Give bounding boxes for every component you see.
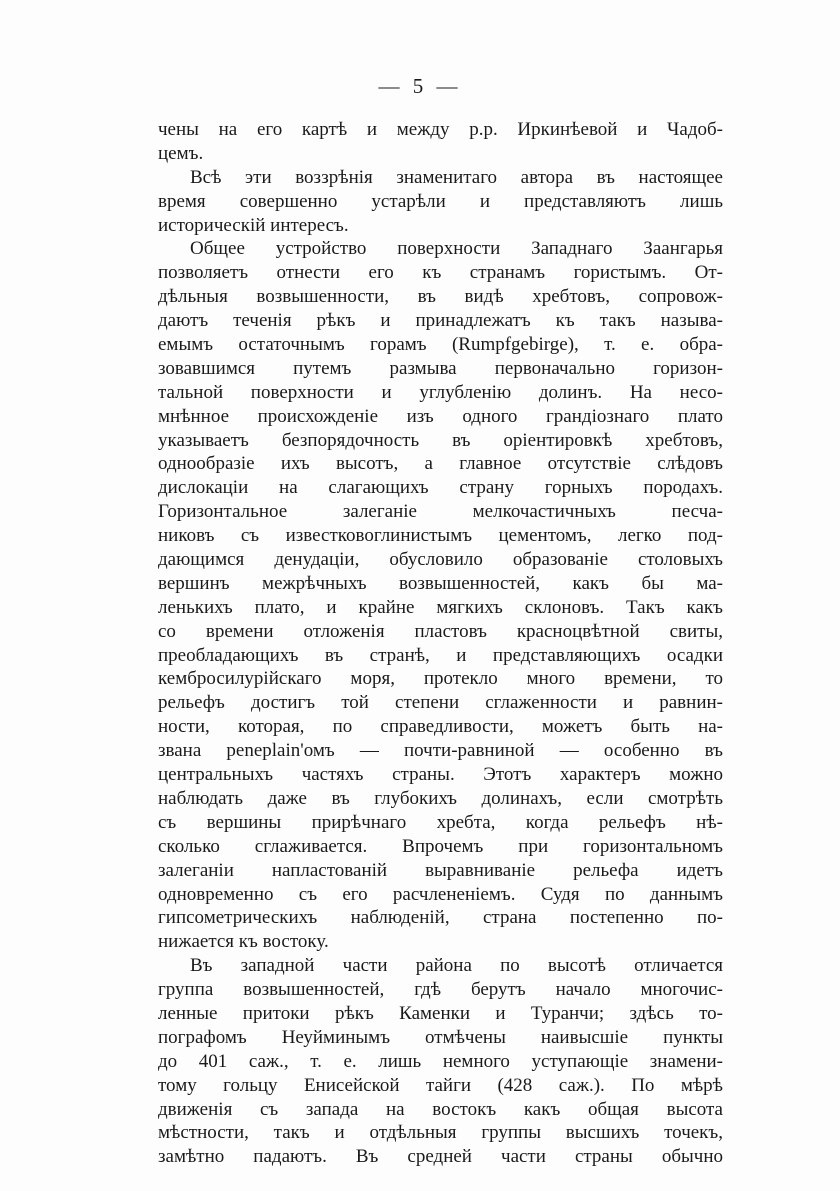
text-line: дающимся денудаціи, обусловило образованіе столовыхъ bbox=[158, 549, 723, 571]
paragraph-continuation bbox=[158, 118, 723, 166]
paragraph-relief bbox=[158, 237, 723, 954]
text-line: ности, которая, по справедливости, можетъ быть на- bbox=[158, 716, 723, 738]
text-line: кембросилурійскаго моря, протекло много времени, то bbox=[158, 668, 723, 690]
text-line: указываетъ безпорядочность въ оріентировкѣ хребтовъ, bbox=[158, 429, 723, 451]
text-line: преобладающихъ въ странѣ, и представляющихъ осадки bbox=[158, 644, 723, 666]
text-line: ленные притоки рѣкъ Каменки и Туранчи; здѣсь то- bbox=[158, 1002, 723, 1024]
text-line: замѣтно падаютъ. Въ средней части страны обычно bbox=[158, 1146, 723, 1168]
text-line: позволяетъ отнести его къ странамъ гористымъ. От- bbox=[158, 262, 723, 284]
text-line: цемъ. bbox=[158, 142, 204, 164]
text-line: пографомъ Неуйминымъ отмѣчены наивысшіе пункты bbox=[158, 1026, 723, 1048]
text-line: звана peneplain'омъ — почти-равниной — особенно въ bbox=[158, 740, 723, 762]
text-line: дислокаціи на слагающихъ страну горныхъ породахъ. bbox=[158, 477, 723, 499]
text-line: гипсометрическихъ наблюденій, страна постепенно по- bbox=[158, 907, 723, 929]
text-line: Горизонтальное залеганіе мелкочастичныхъ песча- bbox=[158, 501, 723, 523]
text-line: до 401 саж., т. е. лишь немного уступающіе знамени- bbox=[158, 1050, 723, 1072]
text-line: съ вершины прирѣчнаго хребта, когда рельефъ нѣ- bbox=[158, 811, 723, 833]
text-line: ленькихъ плато, и крайне мягкихъ склоновъ. Такъ какъ bbox=[158, 596, 723, 618]
text-line: рельефъ достигъ той степени сглаженности и равнин- bbox=[158, 692, 723, 714]
text-line: нижается къ востоку. bbox=[158, 931, 329, 953]
text-line: дѣльныя возвышенности, въ видѣ хребтовъ, сопровож- bbox=[158, 286, 723, 308]
text-line: тальной поверхности и углубленію долинъ. На несо- bbox=[158, 381, 723, 403]
text-line: группа возвышенностей, гдѣ берутъ начало многочис- bbox=[158, 979, 723, 1001]
page-number: — 5 — bbox=[378, 74, 462, 98]
text-line: сколько сглаживается. Впрочемъ при горизонтальномъ bbox=[158, 835, 723, 857]
text-line: никовъ съ известковоглинистымъ цементомъ, легко под- bbox=[158, 525, 723, 547]
text-line: мнѣнное происхожденіе изъ одного грандіознаго плато bbox=[158, 405, 723, 427]
text-line: вершинъ межрѣчныхъ возвышенностей, какъ бы ма- bbox=[158, 572, 723, 594]
text-line: Общее устройство поверхности Западнаго Заангарья bbox=[190, 238, 723, 260]
text-line: зовавшимся путемъ размыва первоначально горизон- bbox=[158, 357, 723, 379]
text-line: тому гольцу Енисейской тайги (428 саж.). По мѣрѣ bbox=[158, 1074, 723, 1096]
text-line: однообразіе ихъ высотъ, а главное отсутствіе слѣдовъ bbox=[158, 453, 723, 475]
text-line: Въ западной части района по высотѣ отличается bbox=[190, 955, 723, 977]
text-line: движенія съ запада на востокъ какъ общая высота bbox=[158, 1098, 723, 1120]
text-line: одновременно съ его расчлененіемъ. Судя по даннымъ bbox=[158, 883, 723, 905]
text-line: емымъ остаточнымъ горамъ (Rumpfgebirge), т. е. обра- bbox=[158, 334, 723, 356]
paragraph-views bbox=[158, 166, 723, 238]
paragraph-west-region bbox=[158, 954, 723, 1169]
body-text bbox=[158, 118, 723, 1169]
text-line: время совершенно устарѣли и представляютъ лишь bbox=[158, 190, 723, 212]
text-line: историческій интересъ. bbox=[158, 214, 349, 236]
text-line: мѣстности, такъ и отдѣльныя группы высшихъ точекъ, bbox=[158, 1122, 723, 1144]
text-line: центральныхъ частяхъ страны. Этотъ характеръ можно bbox=[158, 764, 723, 786]
text-line: наблюдать даже въ глубокихъ долинахъ, если смотрѣть bbox=[158, 787, 723, 809]
text-line: чены на его картѣ и между р.р. Иркинѣевой и Чадоб- bbox=[158, 119, 723, 140]
text-line: со времени отложенія пластовъ красноцвѣтной свиты, bbox=[158, 620, 723, 642]
text-line: залеганіи напластованій выравниваніе рельефа идетъ bbox=[158, 859, 723, 881]
text-line: Всѣ эти воззрѣнія знаменитаго автора въ настоящее bbox=[190, 166, 723, 188]
text-line: даютъ теченія рѣкъ и принадлежатъ къ такъ называ- bbox=[158, 310, 723, 332]
